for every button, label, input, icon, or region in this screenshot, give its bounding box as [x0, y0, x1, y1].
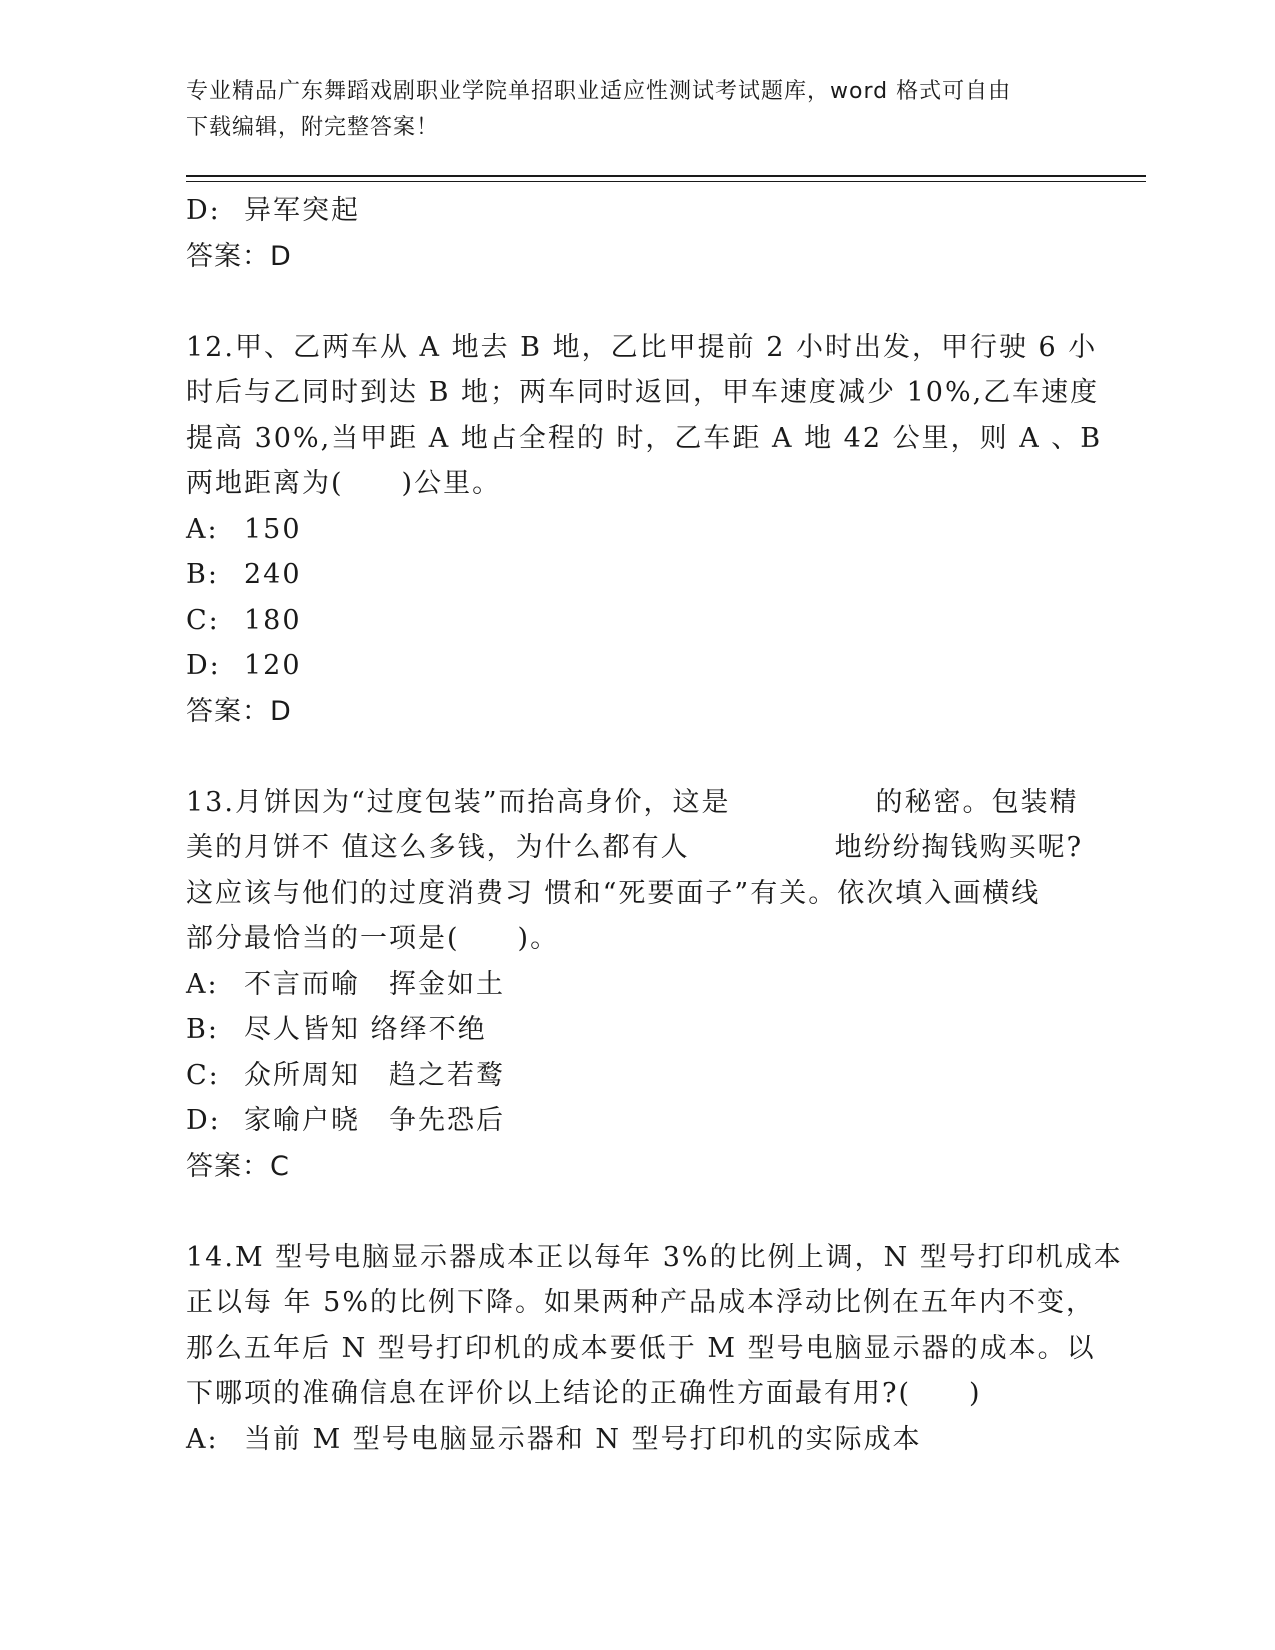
q13-option-b [186, 1007, 1086, 1053]
spacer [186, 734, 1086, 780]
q14-stem-line-3: 那么五年后 N 型号打印机的成本要低于 M 型号电脑显示器的成本。以 [186, 1332, 1096, 1364]
q12-question [186, 325, 1103, 507]
option-label: B: [186, 1014, 219, 1045]
header-rule-thin [186, 181, 1146, 182]
spacer [186, 279, 1086, 325]
document-body [186, 188, 1123, 1462]
option-label: B: [186, 559, 219, 590]
option-text: 异军突起 [244, 195, 360, 226]
q13-option-c [186, 1053, 1086, 1099]
option-text: 120 [244, 650, 302, 681]
q14-question [186, 1235, 1123, 1417]
option-text: 240 [244, 559, 302, 590]
option-text: 不言而喻 挥金如土 [244, 968, 505, 1000]
option-label: D: [186, 195, 221, 226]
q13-stem-line-3: 这应该与他们的过度消费习 惯和“死要面子”有关。依次填入画横线 [186, 877, 1041, 909]
q14-stem-line-4: 下哪项的准确信息在评价以上结论的正确性方面最有用?( ) [186, 1378, 982, 1409]
q12-option-b [186, 552, 1086, 598]
q12-option-c [186, 598, 1086, 644]
q14-stem-line-1: 14.M 型号电脑显示器成本正以每年 3%的比例上调，N 型号打印机成本 [186, 1241, 1123, 1273]
option-label: C: [186, 604, 220, 636]
spacer [186, 1189, 1086, 1235]
header-rule-thick [186, 175, 1146, 177]
q14-stem-line-2: 正以每 年 5%的比例下降。如果两种产品成本浮动比例在五年内不变， [186, 1287, 1095, 1318]
option-label: A: [186, 968, 219, 1000]
option-label: A: [186, 513, 219, 545]
q12-stem-line-3: 提高 30%,当甲距 A 地占全程的 时，乙车距 A 地 42 公里，则 A 、B [186, 422, 1103, 454]
option-text: 家喻户晓 争先恐后 [244, 1105, 505, 1136]
q13-stem-line-2: 美的月饼不 值这么多钱，为什么都有人 地纷纷掏钱购买呢? [186, 832, 1084, 863]
option-label: D: [186, 650, 221, 681]
option-text: 150 [244, 513, 302, 545]
q13-stem-line-1: 13.月饼因为“过度包装”而抬高身价，这是 的秘密。包装精 [186, 786, 1079, 818]
option-text: 当前 M 型号电脑显示器和 N 型号打印机的实际成本 [244, 1423, 922, 1455]
q13-stem-line-4: 部分最恰当的一项是( )。 [186, 923, 560, 954]
page-header [186, 74, 1086, 146]
option-label: C: [186, 1059, 220, 1091]
q11-option-d [186, 188, 1086, 234]
q12-option-a [186, 507, 1086, 553]
q13-question [186, 780, 1086, 962]
option-text: 180 [244, 604, 302, 636]
option-label: D: [186, 1105, 221, 1136]
q12-option-d [186, 643, 1086, 689]
q13-answer: 答案：C [186, 1150, 290, 1182]
q12-stem-line-1: 12.甲、乙两车从 A 地去 B 地，乙比甲提前 2 小时出发，甲行驶 6 小 [186, 331, 1098, 363]
q12-answer: 答案：D [186, 695, 292, 727]
option-label: A: [186, 1423, 219, 1455]
q12-stem-line-4: 两地距离为( )公里。 [186, 468, 502, 499]
q14-option-a [186, 1417, 1086, 1463]
option-text: 尽人皆知 络绎不绝 [244, 1014, 487, 1045]
q11-answer: 答案：D [186, 240, 292, 272]
header-line-1: 专业精品广东舞蹈戏剧职业学院单招职业适应性测试考试题库，word 格式可自由 [186, 79, 1012, 104]
q12-stem-line-2: 时后与乙同时到达 B 地；两车同时返回，甲车速度减少 10%,乙车速度 [186, 377, 1100, 408]
q13-option-d [186, 1098, 1086, 1144]
q13-option-a [186, 962, 1086, 1008]
header-line-2: 下载编辑，附完整答案！ [186, 115, 440, 140]
option-text: 众所周知 趋之若鹜 [244, 1059, 505, 1091]
